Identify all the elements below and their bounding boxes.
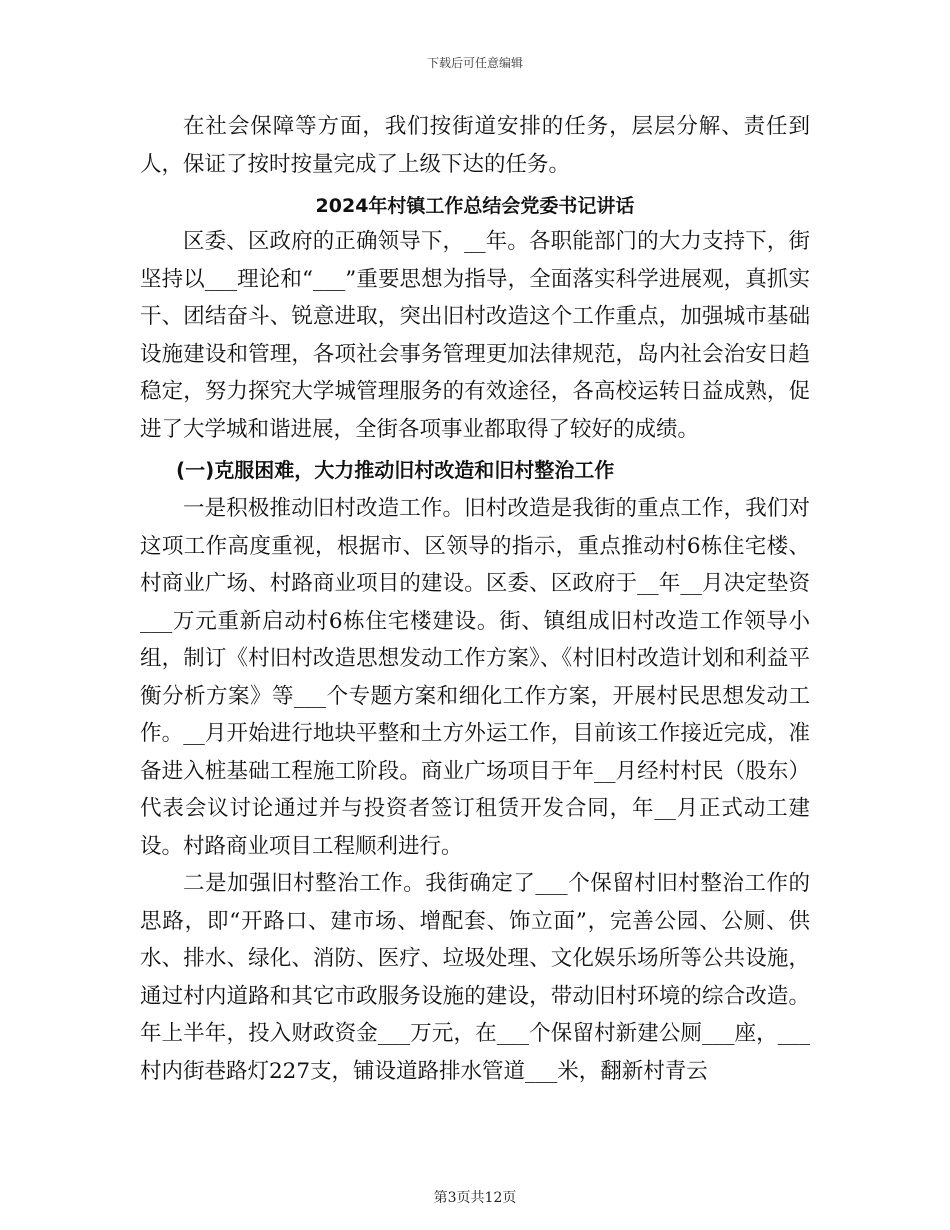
page-header-note: 下载后可任意编辑 — [426, 56, 523, 70]
document-title: 2024年村镇工作总结会党委书记讲话 — [315, 195, 635, 217]
paragraph-intro: 区委、区政府的正确领导下，__年。各职能部门的大力支持下，街坚持以___理论和“___”重要思想为指导，全面落实科学进展观，真抓实干、团结奋斗、锐意进取，突出旧村改造这个工作重点，加强城市基础设施建设和管理，各项社会事务管理更加法律规范，岛内社会治安日趋稳定，努力探究大学城管理服务的有效途径，各高校运转日益成熟，促进了大学城和谐进展，全街各项事业都取得了较好的成绩。 — [140, 229, 810, 442]
page-number: 第3页共12页 — [433, 1190, 517, 1206]
paragraph-village-improvement: 二是加强旧村整治工作。我街确定了___个保留村旧村整治工作的思路，即“开路口、建市场、增配套、饰立面”，完善公园、公厕、供水、排水、绿化、消防、医疗、垃圾处理、文化娱乐场所等公共设施，通过村内道路和其它市政服务设施的建设，带动旧村环境的综合改造。年上半年，投入财政资金___万元，在___个保留村新建公厕___座，___村内街巷路灯227支，铺设道路排水管道___米，翻新村青云 — [140, 871, 810, 1084]
section-heading-1: (一)克服困难，大力推动旧村改造和旧村整治工作 — [176, 458, 615, 482]
paragraph-village-renovation: 一是积极推动旧村改造工作。旧村改造是我街的重点工作，我们对这项工作高度重视，根据市、区领导的指示，重点推动村6栋住宅楼、村商业广场、村路商业项目的建设。区委、区政府于__年__月决定垫资___万元重新启动村6栋住宅楼建设。街、镇组成旧村改造工作领导小组，制订《村旧村改造思想发动工作方案》、《村旧村改造计划和利益平衡分析方案》等___个专题方案和细化工作方案，开展村民思想发动工作。__月开始进行地块平整和土方外运工作，目前该工作接近完成，准备进入桩基础工程施工阶段。商业广场项目于年__月经村村民（股东）代表会议讨论通过并与投资者签订租赁开发合同，年__月正式动工建设。村路商业项目工程顺利进行。 — [140, 496, 810, 859]
paragraph-social-security: 在社会保障等方面，我们按街道安排的任务，层层分解、责任到人，保证了按时按量完成了上级下达的任务。 — [140, 114, 810, 177]
document-body — [140, 108, 810, 1090]
